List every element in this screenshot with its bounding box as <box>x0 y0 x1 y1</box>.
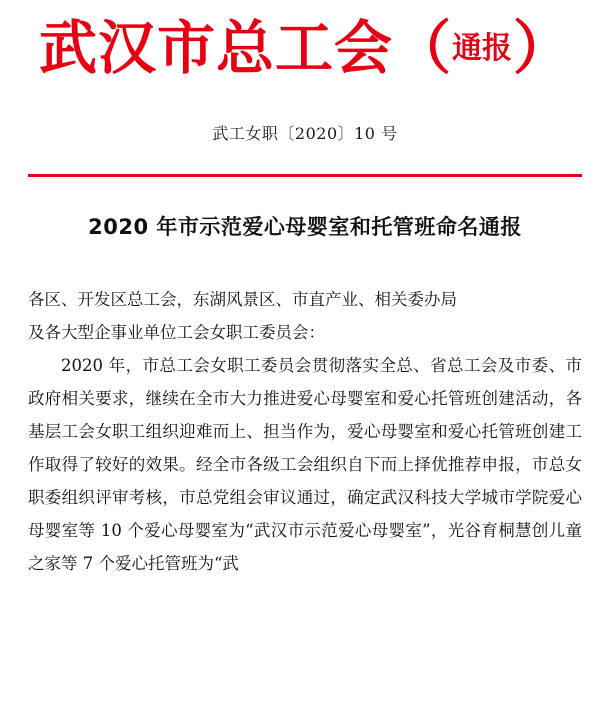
masthead-org-name: 武汉市总工会 <box>38 14 393 82</box>
document-body <box>28 283 582 580</box>
masthead <box>28 0 582 82</box>
page-title: 2020 年市示范爱心母婴室和托管班命名通报 <box>88 214 522 239</box>
red-divider-rule <box>28 174 582 177</box>
masthead-doc-type: 通报 <box>452 30 512 66</box>
masthead-paren-open: （ <box>392 14 451 82</box>
addressee-line-1: 各区、开发区总工会，东湖风景区、市直产业、相关委办局 <box>28 289 457 309</box>
masthead-paren-close: ） <box>513 14 572 82</box>
body-paragraph-1: 2020 年，市总工会女职工委员会贯彻落实全总、省总工会及市委、市政府相关要求，继续在全市大力推进爱心母婴室和爱心托管班创建活动，各基层工会女职工组织迎难而上、担当作为，爱心母婴室和爱心托管班创建工作取得了较好的效果。经全市各级工会组织自下而上择优推荐申报，市总女职委组织评审考核，市总党组会审议通过，确定武汉科技大学城市学院爱心母婴室等 10 个爱心母婴室为“武汉市示范爱心母婴室”，光谷育桐慧创儿童之家等 7 个爱心托管班为“武 <box>28 355 582 573</box>
addressee-line-2: 及各大型企事业单位工会女职工委员会： <box>28 322 325 342</box>
document-number: 武工女职〔2020〕10 号 <box>212 123 398 143</box>
